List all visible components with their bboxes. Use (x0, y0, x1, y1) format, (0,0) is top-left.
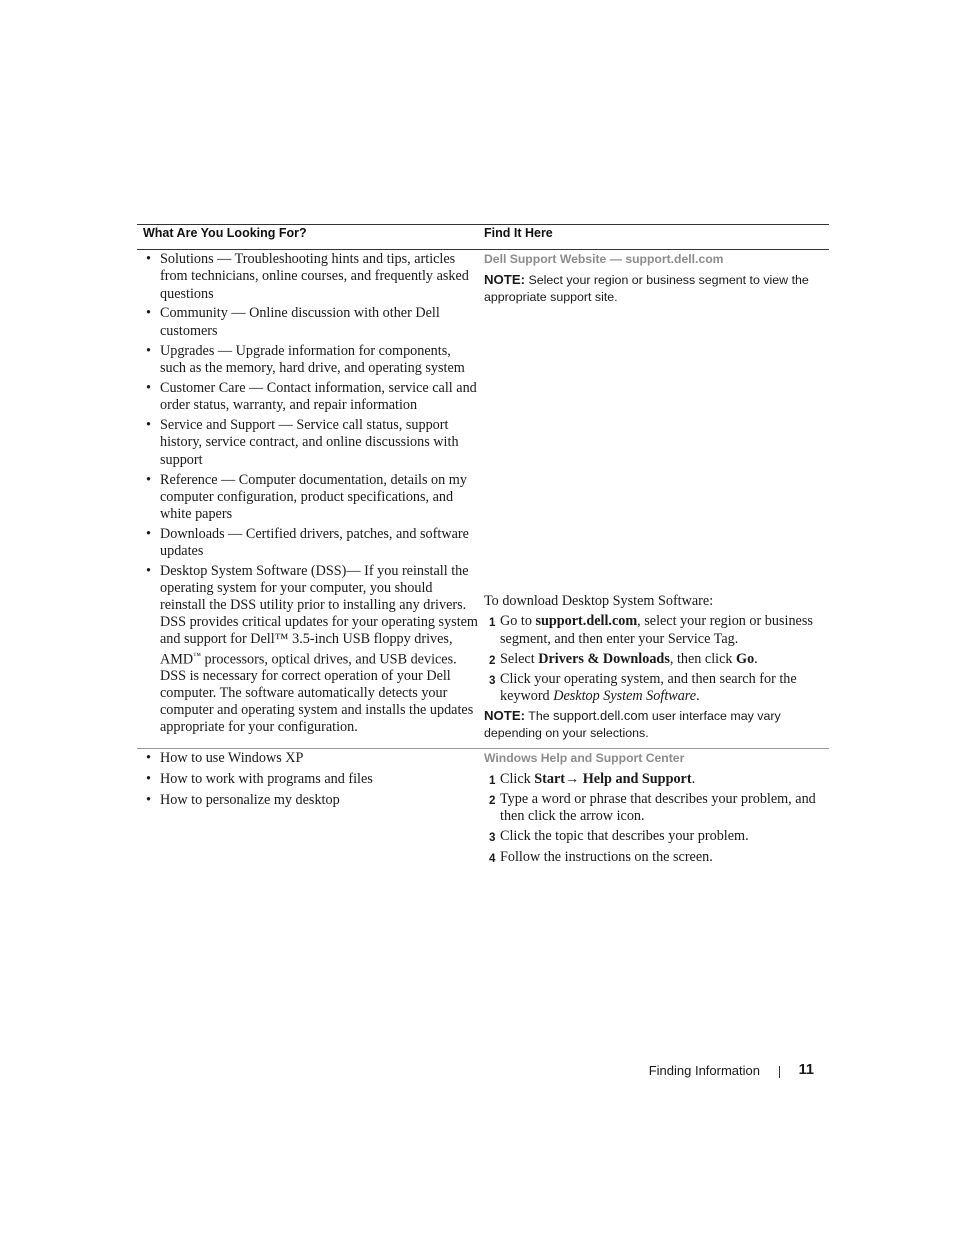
support-site-link[interactable]: support.dell.com (535, 613, 638, 630)
column-header-find-it-here: Find It Here (484, 226, 553, 240)
step-item: 2 Type a word or phrase that describes your problem, and then click the arrow icon. (489, 791, 816, 825)
footer-section-title: Finding Information (648, 1063, 760, 1078)
note-interface: NOTE: The support.dell.com user interface may vary depending on your selections. (484, 708, 781, 741)
list-item: • How to use Windows XP (146, 750, 304, 766)
bullet-icon: • (146, 305, 151, 322)
step-item: 1 Go to support.dell.com, select your region or business segment, and then enter your Service Tag. (489, 613, 813, 647)
list-item: • Solutions — Troubleshooting hints and tips, articles from technicians, online courses, and frequently asked questions (146, 251, 469, 302)
column-header-looking-for: What Are You Looking For? (143, 226, 307, 240)
row2-resources (484, 751, 824, 869)
bullet-icon: • (146, 417, 151, 434)
arrow-icon: → (565, 771, 580, 787)
list-item-dss: • Desktop System Software (DSS)— If you reinstall the operating system for your computer, you should reinstall the DSS utility prior to installing any drivers. DSS provides critical updates for your operating system and support for Dell™ 3.5-inch USB floppy drives, AMD™ processors, optical drives, and USB devices. DSS is necessary for correct operation of your Dell computer. The software automatically detects your computer and operating system and installs the updates appropriate for your configuration. (146, 563, 478, 736)
list-item: • Reference — Computer documentation, details on my computer configuration, product specifications, and white papers (146, 471, 467, 523)
bullet-icon: • (146, 526, 151, 543)
bullet-icon: • (146, 791, 151, 808)
table-header-rule (137, 249, 829, 250)
support-site-link[interactable]: support.dell.com (553, 708, 649, 724)
page-footer (560, 1062, 814, 1082)
bullet-icon: • (146, 379, 151, 396)
bullet-icon: • (146, 750, 151, 766)
row1-topics (143, 251, 479, 739)
download-intro: To download Desktop System Software: (484, 593, 714, 609)
section-heading-windows-help: Windows Help and Support Center (484, 751, 685, 765)
row2-topics (143, 750, 479, 811)
dss-download-instructions (484, 593, 824, 742)
note-region: NOTE: Select your region or business segment to view the appropriate support site. (484, 272, 809, 304)
footer-divider (779, 1066, 780, 1078)
help-steps (484, 771, 824, 866)
topic-list (143, 750, 479, 809)
support-site-link[interactable]: support.dell.com (625, 252, 724, 266)
step-item: 1 Click Start→ Help and Support. (489, 771, 696, 787)
download-steps (484, 613, 824, 705)
bullet-icon: • (146, 770, 151, 787)
bullet-icon: • (146, 251, 151, 267)
page-number: 11 (798, 1062, 814, 1078)
list-item: • Upgrades — Upgrade information for components, such as the memory, hard drive, and operating system (146, 342, 465, 376)
bullet-icon: • (146, 471, 151, 488)
bullet-icon: • (146, 563, 151, 580)
bullet-icon: • (146, 342, 151, 359)
step-item: 4 Follow the instructions on the screen. (489, 848, 713, 865)
step-item: 2 Select Drivers & Downloads, then click Go. (489, 650, 758, 667)
list-item: • Customer Care — Contact information, service call and order status, warranty, and repair information (146, 379, 477, 414)
note-label: NOTE: (484, 272, 526, 287)
table-top-rule (137, 224, 829, 225)
list-item: • Community — Online discussion with other Dell customers (146, 305, 440, 339)
topic-list (143, 251, 479, 736)
list-item: • How to work with programs and files (146, 770, 373, 787)
step-item: 3 Click the topic that describes your problem. (489, 828, 749, 845)
row-divider (137, 748, 829, 749)
list-item: • Service and Support — Service call status, support history, service contract, and online discussions with support (146, 417, 459, 468)
list-item: • How to personalize my desktop (146, 791, 340, 808)
row1-resources (484, 252, 824, 306)
note-label: NOTE: (484, 708, 526, 724)
section-heading-dell-support: Dell Support Website — support.dell.com (484, 252, 724, 266)
list-item: • Downloads — Certified drivers, patches, and software updates (146, 526, 469, 560)
step-item: 3 Click your operating system, and then search for the keyword Desktop System Software. (489, 670, 797, 705)
